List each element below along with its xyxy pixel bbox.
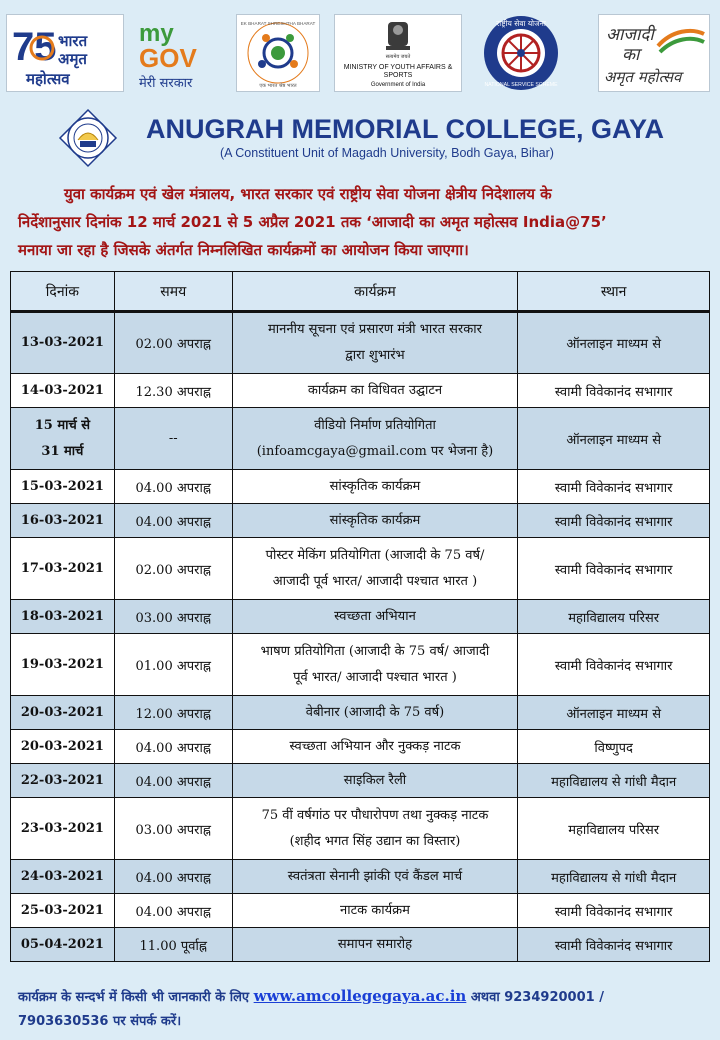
program-line: सांस्कृतिक कार्यक्रम <box>329 512 421 528</box>
program-line: नाटक कार्यक्रम <box>340 902 410 918</box>
time-cell: 12.30 अपराह्न <box>114 374 232 408</box>
time-cell: 04.00 अपराह्न <box>114 764 232 798</box>
program-cell <box>232 470 518 504</box>
time-cell: 04.00 अपराह्न <box>114 504 232 538</box>
ebsb-hindi-text: एक भारत श्रेष्ठ भारत <box>259 83 297 89</box>
time-cell: 04.00 अपराह्न <box>114 860 232 894</box>
program-line: 75 वीं वर्षगांठ पर पौधारोपण तथा नुक्कड़ नाटक <box>261 807 489 823</box>
amrit-mahotsav-text: अमृत महोत्सव <box>604 68 682 86</box>
date-text: 20-03-2021 <box>20 738 104 754</box>
table-row <box>11 470 710 504</box>
logo-mahotsav-text: महोत्सव <box>26 70 70 88</box>
amrit-mahotsav-75-logo <box>6 14 124 92</box>
venue-cell: स्वामी विवेकानंद सभागार <box>518 504 710 538</box>
venue-cell: स्वामी विवेकानंद सभागार <box>518 470 710 504</box>
date-text: 14-03-2021 <box>20 382 104 398</box>
venue-cell: स्वामी विवेकानंद सभागार <box>518 928 710 962</box>
table-row <box>11 312 710 374</box>
program-cell <box>232 600 518 634</box>
venue-cell: महाविद्यालय परिसर <box>518 798 710 860</box>
intro-line: युवा कार्यक्रम एवं खेल मंत्रालय, भारत सरकार एवं राष्ट्रीय सेवा योजना क्षेत्रीय निदेशालय के <box>64 185 552 203</box>
column-header-time: समय <box>114 272 232 312</box>
time-cell: 04.00 अपराह्न <box>114 730 232 764</box>
ministry-line2: SPORTS <box>383 72 413 79</box>
program-cell <box>232 730 518 764</box>
program-cell <box>232 374 518 408</box>
program-cell <box>232 312 518 374</box>
event-schedule-table <box>10 271 710 962</box>
date-cell <box>11 374 115 408</box>
date-cell <box>11 504 115 538</box>
program-line: (infoamcgaya@gmail.com पर भेजना है) <box>256 443 494 459</box>
nss-hindi-text: राष्ट्रीय सेवा योजना <box>496 19 546 28</box>
date-cell <box>11 408 115 470</box>
date-cell <box>11 634 115 696</box>
column-header-venue: स्थान <box>518 272 710 312</box>
date-text: 05-04-2021 <box>20 936 104 952</box>
program-cell <box>232 860 518 894</box>
time-cell: 03.00 अपराह्न <box>114 600 232 634</box>
time-cell: 02.00 अपराह्न <box>114 538 232 600</box>
college-crest-icon <box>58 108 118 168</box>
table-row <box>11 860 710 894</box>
date-text: 15 मार्च से 31 मार्च <box>34 417 91 459</box>
venue-cell: महाविद्यालय से गांधी मैदान <box>518 764 710 798</box>
footer-prefix: कार्यक्रम के सन्दर्भ में किसी भी जानकारी के लिए <box>18 990 254 1005</box>
table-row <box>11 696 710 730</box>
table-row <box>11 408 710 470</box>
footer-phone-2: 7903630536 पर संपर्क करें। <box>18 1014 182 1029</box>
program-cell <box>232 894 518 928</box>
time-cell: 04.00 अपराह्न <box>114 470 232 504</box>
venue-cell: ऑनलाइन माध्यम से <box>518 408 710 470</box>
date-cell <box>11 312 115 374</box>
venue-cell: महाविद्यालय से गांधी मैदान <box>518 860 710 894</box>
date-cell <box>11 894 115 928</box>
intro-paragraph <box>18 180 706 264</box>
footer-phone-1: अथवा 9234920001 / <box>466 990 604 1005</box>
logo-amrit-text: अमृत <box>58 50 87 68</box>
date-text: 22-03-2021 <box>20 772 104 788</box>
date-text: 18-03-2021 <box>20 608 104 624</box>
mygov-tagline: मेरी सरकार <box>139 76 193 91</box>
program-cell <box>232 408 518 470</box>
date-text: 19-03-2021 <box>20 656 104 672</box>
date-cell <box>11 798 115 860</box>
date-text: 15-03-2021 <box>20 478 104 494</box>
program-line: आजादी पूर्व भारत/ आजादी पश्चात भारत ) <box>272 573 478 589</box>
date-text: 20-03-2021 <box>20 704 104 720</box>
program-line: पोस्टर मेकिंग प्रतियोगिता (आजादी के 75 वर्ष/ <box>265 547 485 563</box>
program-line: समापन समारोह <box>337 936 413 952</box>
date-cell <box>11 928 115 962</box>
table-row <box>11 730 710 764</box>
program-cell <box>232 634 518 696</box>
emblem-motto: सत्यमेव जयते <box>385 54 411 60</box>
venue-cell: विष्णुपद <box>518 730 710 764</box>
college-header <box>0 108 720 170</box>
program-line: (शहीद भगत सिंह उद्यान का विस्तार) <box>289 833 461 849</box>
time-cell: -- <box>114 408 232 470</box>
date-text: 17-03-2021 <box>20 560 104 576</box>
table-row <box>11 894 710 928</box>
date-cell <box>11 600 115 634</box>
program-line: माननीय सूचना एवं प्रसारण मंत्री भारत सरकार <box>268 322 482 337</box>
mygov-my-text: my <box>139 20 174 47</box>
azadi-text: आजादी <box>606 25 654 45</box>
ka-text: का <box>622 45 640 65</box>
contact-footer <box>18 984 708 1034</box>
program-line: भाषण प्रतियोगिता (आजादी के 75 वर्ष/ आजादी <box>260 643 490 659</box>
ebsb-english-text: EK BHARAT SHRESHTHA BHARAT <box>240 21 316 26</box>
intro-line: निर्देशानुसार दिनांक 12 मार्च 2021 से 5 अप्रैल 2021 तक ‘आजादी का अमृत महोत्सव India@75’ <box>18 213 607 231</box>
azadi-amrit-mahotsav-logo <box>598 14 710 92</box>
venue-cell: स्वामी विवेकानंद सभागार <box>518 634 710 696</box>
time-cell: 12.00 अपराह्न <box>114 696 232 730</box>
logo-75-number: 75 <box>12 25 57 69</box>
venue-cell: ऑनलाइन माध्यम से <box>518 312 710 374</box>
time-cell: 02.00 अपराह्न <box>114 312 232 374</box>
time-cell: 01.00 अपराह्न <box>114 634 232 696</box>
date-cell <box>11 764 115 798</box>
venue-cell: ऑनलाइन माध्यम से <box>518 696 710 730</box>
table-row <box>11 504 710 538</box>
date-cell <box>11 538 115 600</box>
venue-cell: महाविद्यालय परिसर <box>518 600 710 634</box>
program-line: स्वतंत्रता सेनानी झांकी एवं कैंडल मार्च <box>287 868 463 884</box>
date-text: 16-03-2021 <box>20 512 104 528</box>
time-cell: 03.00 अपराह्न <box>114 798 232 860</box>
program-line: सांस्कृतिक कार्यक्रम <box>329 478 421 494</box>
program-cell <box>232 696 518 730</box>
nss-logo <box>478 14 564 92</box>
program-line: द्वारा शुभारंभ <box>345 348 405 363</box>
program-line: वेबीनार (आजादी के 75 वर्ष) <box>305 704 445 720</box>
program-line: स्वच्छता अभियान और नुक्कड़ नाटक <box>289 738 461 754</box>
table-row <box>11 928 710 962</box>
date-text: 23-03-2021 <box>20 820 104 836</box>
venue-cell: स्वामी विवेकानंद सभागार <box>518 538 710 600</box>
venue-cell: स्वामी विवेकानंद सभागार <box>518 374 710 408</box>
date-text: 24-03-2021 <box>20 868 104 884</box>
logo-bharat-text: भारत <box>58 32 88 50</box>
table-row <box>11 634 710 696</box>
time-cell: 11.00 पूर्वाह्न <box>114 928 232 962</box>
column-header-program: कार्यक्रम <box>232 272 518 312</box>
program-cell <box>232 928 518 962</box>
date-cell <box>11 696 115 730</box>
date-cell <box>11 470 115 504</box>
program-line: वीडियो निर्माण प्रतियोगिता <box>314 417 436 433</box>
column-header-date: दिनांक <box>11 272 115 312</box>
table-row <box>11 600 710 634</box>
date-text: 25-03-2021 <box>20 902 104 918</box>
college-affiliation: (A Constituent Unit of Magadh University, Bodh Gaya, Bihar) <box>220 146 554 160</box>
table-row <box>11 798 710 860</box>
program-cell <box>232 504 518 538</box>
table-row <box>11 374 710 408</box>
ministry-line3: Government of India <box>370 82 426 88</box>
table-row <box>11 764 710 798</box>
program-cell <box>232 538 518 600</box>
program-line: कार्यक्रम का विधिवत उद्घाटन <box>307 382 443 398</box>
program-cell <box>232 764 518 798</box>
mygov-logo <box>133 14 223 92</box>
table-header-row <box>11 272 710 312</box>
time-cell: 04.00 अपराह्न <box>114 894 232 928</box>
program-cell <box>232 798 518 860</box>
mygov-gov-text: GOV <box>139 43 197 73</box>
college-name: ANUGRAH MEMORIAL COLLEGE, GAYA <box>146 114 665 144</box>
venue-cell: स्वामी विवेकानंद सभागार <box>518 894 710 928</box>
table-row <box>11 538 710 600</box>
ministry-line1: MINISTRY OF YOUTH AFFAIRS & <box>343 64 453 71</box>
ek-bharat-logo <box>236 14 320 92</box>
date-cell <box>11 860 115 894</box>
program-line: पूर्व भारत/ आजादी पश्चात भारत ) <box>293 669 457 685</box>
nss-english-text: NATIONAL SERVICE SCHEME <box>484 82 558 88</box>
date-cell <box>11 730 115 764</box>
intro-line: मनाया जा रहा है जिसके अंतर्गत निम्नलिखित कार्यक्रमों का आयोजन किया जाएगा। <box>18 241 469 259</box>
date-text: 13-03-2021 <box>20 335 104 350</box>
program-line: स्वच्छता अभियान <box>334 608 416 624</box>
program-line: साइकिल रैली <box>343 772 407 788</box>
partner-logos-strip <box>0 0 720 105</box>
ministry-youth-affairs-logo <box>334 14 462 92</box>
website-link[interactable]: www.amcollegegaya.ac.in <box>253 987 467 1005</box>
